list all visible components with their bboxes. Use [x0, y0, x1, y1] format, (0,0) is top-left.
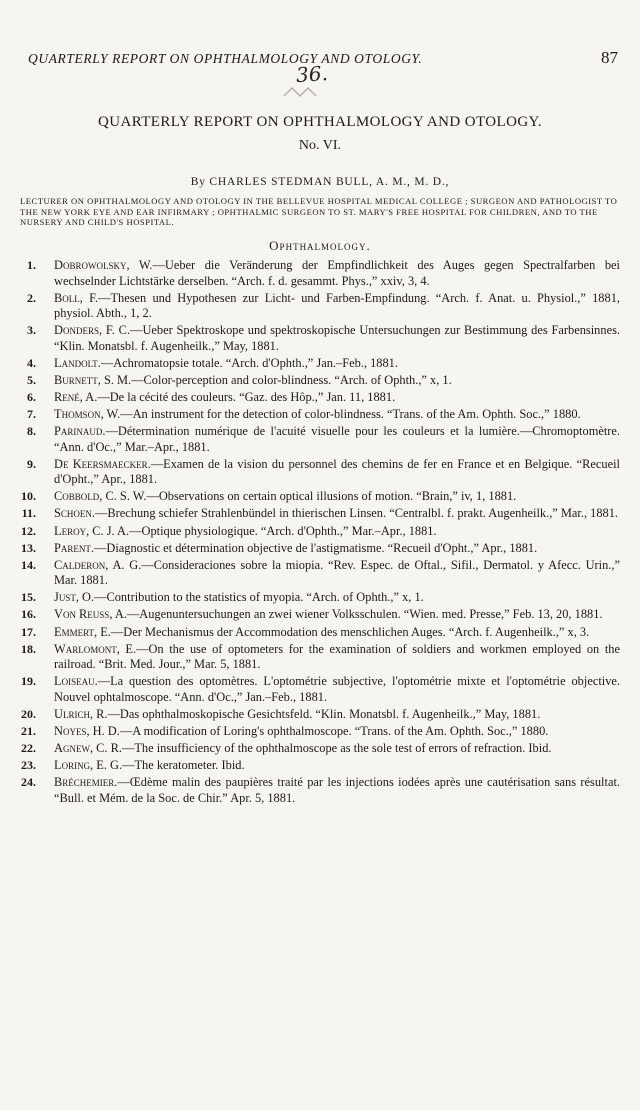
reference-item: [16, 489, 620, 505]
reference-author: Parent.: [54, 540, 94, 555]
reference-text: —Ueber die Veränderung der Empfindlichkeit des Auges gegen Spectralfarben bei wechselnder Lichtstärke derselben. “Arch. f. d. gesammt. Phys.,” xxiv, 3, 4.: [54, 258, 620, 288]
reference-text: —Achromatopsie totale. “Arch. d'Ophth.,” Jan.–Feb., 1881.: [100, 355, 398, 370]
reference-number: 19.: [21, 674, 36, 689]
reference-author: Loring, E. G.: [54, 758, 123, 773]
reference-text: —Der Mechanismus der Accommodation des menschlichen Auges. “Arch. f. Augenheilk.,” x, 3.: [110, 624, 590, 639]
reference-author: Von Reuss, A.: [54, 607, 127, 622]
reference-author: Calderon, A. G.: [54, 557, 142, 572]
reference-item: [16, 390, 620, 406]
reference-text: —De la cécité des couleurs. “Gaz. des Hôp.,” Jan. 11, 1881.: [97, 389, 396, 404]
reference-author: Boll, F.: [54, 290, 99, 305]
reference-author: Burnett, S. M.: [54, 372, 132, 387]
author-affiliation: LECTURER ON OPHTHALMOLOGY AND OTOLOGY IN THE BELLEVUE HOSPITAL MEDICAL COLLEGE ; SURGEON AND PATHOLOGIST TO THE NEW YORK EYE AND EAR INFIRMARY ; OPHTHALMIC SURGEON TO ST. MARY'S FREE HOSPITAL FOR CHILDREN, AND TO THE NURSERY AND CHILD'S HOSPITAL.: [20, 196, 618, 228]
reference-text: —Consideraciones sobre la miopia. “Rev. Espec. de Oftal., Sifil., Dermatol. y Afecc. Urin.,” Mar. 1881.: [54, 557, 620, 588]
reference-text: —An instrument for the detection of color-blindness. “Trans. of the Am. Ophth. Soc.,” 1880.: [120, 407, 581, 422]
reference-number: 5.: [27, 372, 36, 387]
reference-number: 2.: [27, 290, 36, 305]
reference-text: —Augenuntersuchungen an zwei wiener Volksschulen. “Wien. med. Presse,” Feb. 13, 20, 1881.: [126, 607, 603, 622]
reference-item: [16, 642, 620, 673]
reference-number: 14.: [21, 557, 36, 572]
reference-text: —Examen de la vision du personnel des chemins de fer en France et en Belgique. “Recueil d'Opht.,” Apr., 1881.: [54, 456, 620, 487]
reference-number: 8.: [27, 424, 36, 439]
reference-author: Agnew, C. R.: [54, 740, 122, 755]
reference-text: —Das ophthalmoskopische Gesichtsfeld. “Klin. Monatsbl. f. Augenheilk.,” May, 1881.: [107, 706, 541, 721]
reference-text: —Thesen und Hypothesen zur Licht- und Farben-Empfindung. “Arch. f. Anat. u. Physiol.,” 1881, physiol. Abth., 1, 2.: [54, 290, 620, 321]
reference-number: 4.: [27, 355, 36, 370]
reference-item: [16, 258, 620, 289]
reference-number: 24.: [21, 775, 36, 790]
reference-number: 10.: [21, 489, 36, 504]
reference-text: —Détermination numérique de l'acuité visuelle pour les couleurs et la lumière.—Chromoptomètre. “Ann. d'Oc.,” Mar.–Apr., 1881.: [54, 424, 620, 454]
reference-item: [16, 323, 620, 354]
reference-number: 21.: [21, 723, 36, 738]
reference-author: René, A.: [54, 389, 98, 404]
reference-item: [16, 607, 620, 623]
reference-item: [16, 506, 620, 522]
reference-author: De Keersmaecker.: [54, 456, 151, 471]
reference-text: —Color-perception and color-blindness. “Arch. of Ophth.,” x, 1.: [131, 372, 452, 387]
library-stamp-mark: [282, 86, 322, 98]
reference-number: 13.: [21, 540, 36, 555]
reference-item: [16, 424, 620, 455]
reference-number: 23.: [21, 758, 36, 773]
reference-item: [16, 356, 620, 372]
reference-author: Cobbold, C. S. W.: [54, 489, 147, 504]
reference-text: —Ueber Spektroskope und spektroskopische Untersuchungen zur Bestimmung des Farbensinnes. “Klin. Monatsbl. f. Augenheilk.,” May, 1881.: [54, 323, 620, 353]
report-number: No. VI.: [298, 138, 342, 153]
reference-number: 20.: [21, 706, 36, 721]
reference-text: —Observations on certain optical illusions of motion. “Brain,” iv, 1, 1881.: [146, 489, 517, 504]
reference-item: [16, 590, 620, 606]
reference-text: —On the use of optometers for the examination of soldiers and workmen employed on the railroad. “Brit. Med. Jour.,” Mar. 5, 1881.: [54, 641, 620, 672]
reference-number: 1.: [27, 258, 36, 272]
reference-author: Noyes, H. D.: [54, 723, 120, 738]
reference-author: Just, O.: [54, 590, 95, 605]
section-heading: Ophthalmology.: [269, 238, 371, 253]
reference-item: [16, 373, 620, 389]
reference-item: [16, 541, 620, 557]
reference-author: Loiseau.: [54, 674, 98, 689]
reference-item: [16, 741, 620, 757]
article-title: QUARTERLY REPORT ON OPHTHALMOLOGY AND OTOLOGY.: [98, 114, 542, 130]
reference-item: [16, 407, 620, 423]
reference-author: Thomson, W.: [54, 407, 121, 422]
reference-author: Donders, F. C.: [54, 323, 131, 338]
reference-item: [16, 558, 620, 589]
reference-text: —Contribution to the statistics of myopia. “Arch. of Ophth.,” x, 1.: [94, 590, 424, 605]
reference-author: Warlomont, E.: [54, 641, 137, 656]
reference-author: Bréchemier.: [54, 775, 118, 790]
reference-number: 22.: [21, 740, 36, 755]
reference-author: Leroy, C. J. A.: [54, 523, 130, 538]
reference-item: [16, 457, 620, 488]
reference-author: Dobrowolsky, W.: [54, 258, 153, 272]
reference-item: [16, 291, 620, 322]
reference-author: Parinaud.: [54, 424, 106, 439]
reference-text: —The insufficiency of the ophthalmoscope as the sole test of errors of refraction. Ibid.: [121, 740, 552, 755]
reference-text: —Œdème malin des paupières traité par les injections iodées après une cautérisation sans résultat. “Bull. et Mém. de la Soc. de Chir.” Apr. 5, 1881.: [54, 775, 620, 805]
reference-item: [16, 625, 620, 641]
reference-number: 15.: [21, 590, 36, 605]
reference-text: —La question des optomètres. L'optométrie subjective, l'optométrie mixte et l'optométrie objective. Nouvel ophtalmoscope. “Ann. d'Oc.,” Jan.–Feb., 1881.: [54, 674, 620, 704]
reference-number: 3.: [27, 323, 36, 338]
reference-text: —A modification of Loring's ophthalmoscope. “Trans. of the Am. Ophth. Soc.,” 1880.: [119, 723, 549, 738]
reference-number: 16.: [21, 607, 36, 622]
reference-author: Ulrich, R.: [54, 706, 108, 721]
page-number: 87: [601, 48, 618, 67]
reference-author: Landolt.: [54, 355, 101, 370]
reference-item: [16, 724, 620, 740]
reference-text: —Optique physiologique. “Arch. d'Ophth.,” Mar.–Apr., 1881.: [129, 523, 437, 538]
reference-item: [16, 758, 620, 774]
reference-number: 17.: [21, 624, 36, 639]
reference-item: [16, 707, 620, 723]
reference-author: Emmert, E.: [54, 624, 111, 639]
reference-text: —Brechung schiefer Strahlenbündel in thierischen Linsen. “Centralbl. f. prakt. Augenheilk.,” Mar., 1881.: [95, 506, 619, 521]
reference-number: 9.: [27, 456, 36, 471]
reference-number: 18.: [21, 641, 36, 656]
reference-item: [16, 775, 620, 806]
reference-item: [16, 674, 620, 705]
reference-text: —Diagnostic et détermination objective de l'astigmatisme. “Recueil d'Opht.,” Apr., 1881.: [94, 540, 538, 555]
reference-author: Schoen.: [54, 506, 95, 521]
author-byline: By CHARLES STEDMAN BULL, A. M., M. D.,: [190, 176, 450, 188]
reference-text: —The keratometer. Ibid.: [122, 758, 245, 773]
reference-list: [16, 258, 620, 808]
reference-item: [16, 524, 620, 540]
reference-number: 6.: [27, 389, 36, 404]
handwritten-note: 36.: [295, 60, 329, 88]
running-title: QUARTERLY REPORT ON OPHTHALMOLOGY AND OTOLOGY.: [28, 51, 423, 66]
reference-number: 12.: [21, 523, 36, 538]
reference-number: 7.: [27, 407, 36, 422]
reference-number: 11.: [21, 506, 36, 521]
